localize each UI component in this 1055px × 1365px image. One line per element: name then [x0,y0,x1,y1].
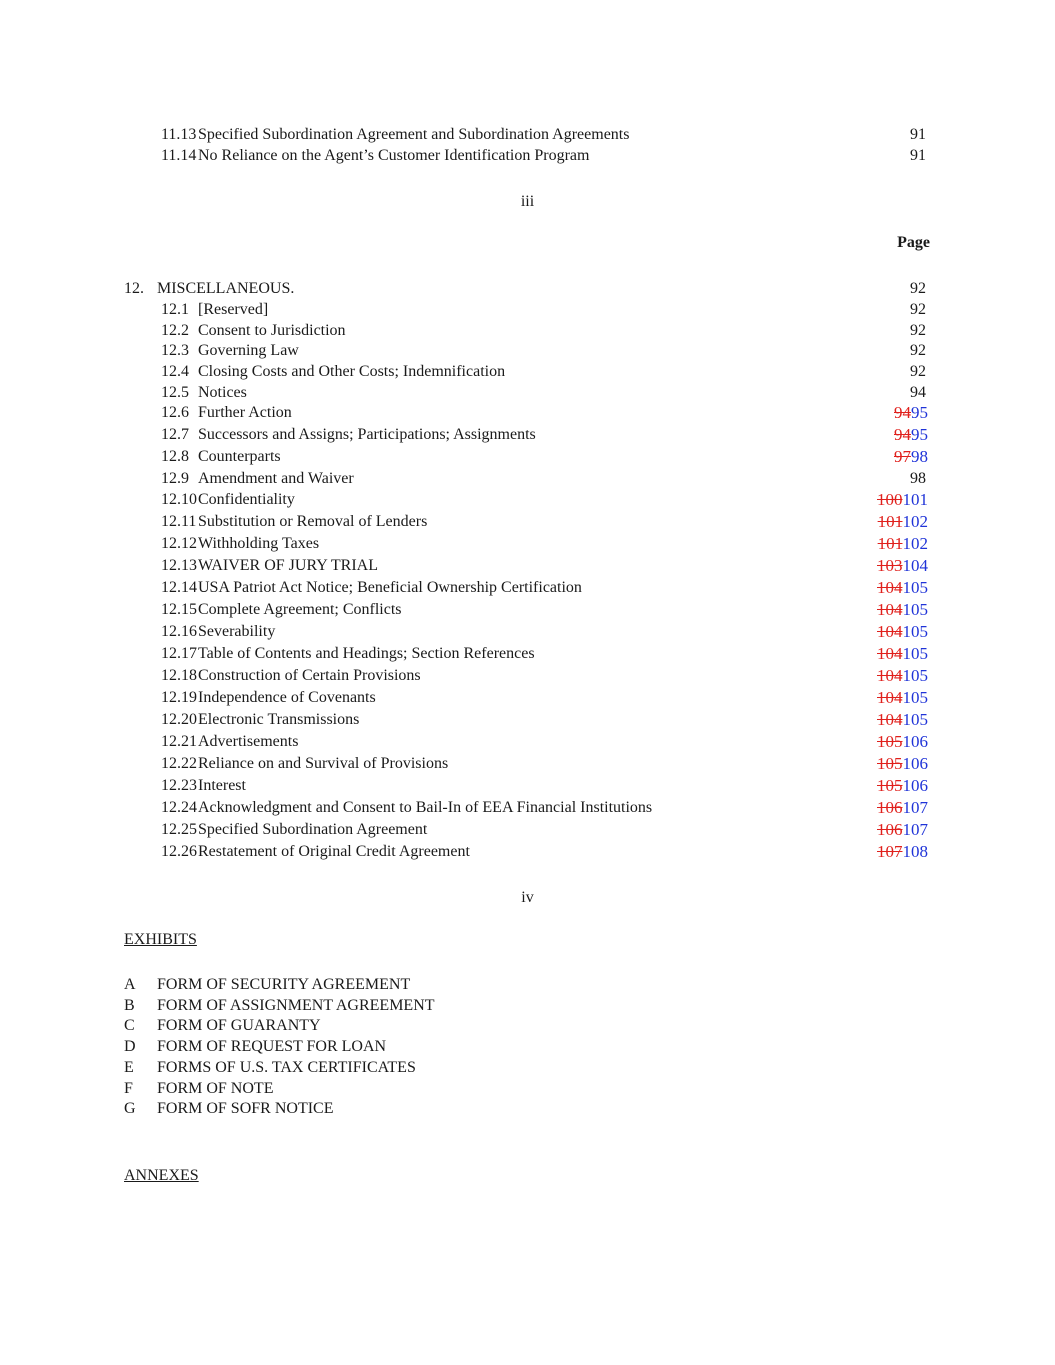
toc-entry-title: Specified Subordination Agreement and Subordination Agreements [198,126,630,143]
toc-entry-title: [Reserved] [198,301,269,318]
toc-entry-page [877,798,928,818]
exhibits-heading: EXHIBITS [124,931,197,948]
toc-entry-page [877,842,928,862]
toc-entry-number: 12.1 [161,301,189,318]
deleted-page-number: 104 [877,644,903,663]
exhibit-title: FORM OF GUARANTY [157,1017,321,1035]
exhibit-letter: F [124,1079,133,1097]
toc-entry-title: Interest [198,777,246,794]
deleted-page-number: 104 [877,578,903,597]
exhibit-letter: A [124,976,136,993]
page-number-iii: iii [520,193,535,210]
toc-entry-number: 12.15 [161,601,197,618]
toc-entry-page: 92 [910,342,926,359]
toc-entry-title: Substitution or Removal of Lenders [198,513,428,530]
deleted-page-number: 104 [877,688,903,707]
toc-entry-number: 12.11 [161,513,197,530]
toc-entry-number: 12.24 [161,799,197,816]
toc-entry-page [877,732,928,752]
toc-entry-number: 12.8 [161,448,189,465]
inserted-page-number: 104 [902,556,928,575]
toc-entry-title: Further Action [198,404,292,421]
inserted-page-number: 102 [902,512,928,531]
deleted-page-number: 105 [877,732,903,751]
inserted-page-number: 95 [911,403,928,422]
inserted-page-number: 106 [902,754,928,773]
toc-entry-title: Advertisements [198,733,299,750]
deleted-page-number: 106 [877,820,903,839]
inserted-page-number: 107 [902,798,928,817]
exhibit-title: FORM OF REQUEST FOR LOAN [157,1038,387,1056]
deleted-page-number: 104 [877,622,903,641]
toc-entry-title: WAIVER OF JURY TRIAL [198,557,379,574]
toc-entry-page: 94 [910,384,926,401]
toc-entry-title: Withholding Taxes [198,535,320,552]
toc-entry-page: 98 [910,470,926,487]
toc-entry-page [877,666,928,686]
exhibit-title: FORM OF SECURITY AGREEMENT [157,976,411,993]
toc-entry-title: Closing Costs and Other Costs; Indemnification [198,363,506,380]
exhibit-letter: D [124,1038,136,1056]
inserted-page-number: 106 [902,776,928,795]
toc-entry-title: Specified Subordination Agreement [198,821,428,838]
inserted-page-number: 105 [902,600,928,619]
toc-entry-page [878,534,928,554]
toc-entry-page [877,490,928,510]
toc-entry-page [877,578,928,598]
toc-entry-page: 92 [910,322,926,339]
deleted-page-number: 94 [894,403,911,422]
deleted-page-number: 104 [877,666,903,685]
toc-entry-number: 12.10 [161,491,197,508]
toc-entry-number: 12.7 [161,426,189,443]
toc-entry-number: 12.22 [161,755,197,772]
toc-entry-title: USA Patriot Act Notice; Beneficial Ownership Certification [198,579,582,596]
inserted-page-number: 105 [902,710,928,729]
toc-entry-number: 12.13 [161,557,197,574]
exhibit-title: FORM OF SOFR NOTICE [157,1100,334,1118]
toc-entry-number: 12.12 [161,535,197,552]
inserted-page-number: 105 [902,666,928,685]
toc-entry-page [894,403,928,423]
deleted-page-number: 105 [877,754,903,773]
deleted-page-number: 107 [877,842,903,861]
deleted-page-number: 104 [877,600,903,619]
toc-section-page: 92 [910,280,926,297]
toc-entry-page [877,600,928,620]
deleted-page-number: 104 [877,710,903,729]
toc-entry-title: Amendment and Waiver [198,470,354,487]
inserted-page-number: 105 [902,688,928,707]
toc-entry-page: 91 [910,147,926,164]
toc-entry-title: Confidentiality [198,491,295,508]
toc-entry-title: Complete Agreement; Conflicts [198,601,402,618]
toc-entry-number: 12.5 [161,384,189,401]
deleted-page-number: 103 [877,556,903,575]
inserted-page-number: 98 [911,447,928,466]
inserted-page-number: 108 [902,842,928,861]
toc-entry-page [877,754,928,774]
toc-entry-title: Electronic Transmissions [198,711,360,728]
toc-entry-number: 12.18 [161,667,197,684]
inserted-page-number: 105 [902,622,928,641]
toc-entry-number: 12.21 [161,733,197,750]
exhibit-letter: E [124,1058,134,1076]
toc-entry-page [877,556,928,576]
toc-entry-title: Consent to Jurisdiction [198,322,346,339]
toc-entry-number: 12.26 [161,843,197,860]
toc-entry-title: Independence of Covenants [198,689,376,706]
inserted-page-number: 105 [902,578,928,597]
toc-entry-number: 12.20 [161,711,197,728]
exhibit-letter: B [124,996,135,1014]
deleted-page-number: 101 [877,512,903,531]
toc-entry-title: Governing Law [198,342,299,359]
deleted-page-number: 101 [877,534,903,553]
exhibit-letter: G [124,1100,136,1118]
deleted-page-number: 94 [894,425,911,444]
inserted-page-number: 107 [902,820,928,839]
deleted-page-number: 105 [877,776,903,795]
toc-entry-page [877,776,928,796]
toc-entry-title: No Reliance on the Agent’s Customer Identification Program [198,147,590,164]
toc-entry-page [877,710,928,730]
toc-entry-title: Acknowledgment and Consent to Bail-In of EEA Financial Institutions [198,799,653,816]
page-column-header: Page [897,234,930,251]
exhibit-title: FORMS OF U.S. TAX CERTIFICATES [157,1058,416,1076]
deleted-page-number: 97 [894,447,911,466]
inserted-page-number: 105 [902,644,928,663]
toc-entry-page [877,688,928,708]
deleted-page-number: 106 [877,798,903,817]
toc-entry-title: Table of Contents and Headings; Section References [198,645,535,662]
toc-entry-page [877,622,928,642]
inserted-page-number: 106 [902,732,928,751]
toc-entry-number: 12.6 [161,404,189,421]
toc-entry-number: 12.14 [161,579,197,596]
inserted-page-number: 101 [902,490,928,509]
toc-entry-number: 12.2 [161,322,189,339]
toc-entry-number: 12.4 [161,363,189,380]
toc-entry-page [877,820,928,840]
exhibit-title: FORM OF ASSIGNMENT AGREEMENT [157,996,435,1014]
toc-entry-number: 12.17 [161,645,197,662]
toc-entry-number: 12.3 [161,342,189,359]
toc-entry-title: Successors and Assigns; Participations; Assignments [198,426,536,443]
toc-entry-number: 12.19 [161,689,197,706]
toc-entry-page: 92 [910,363,926,380]
toc-entry-number: 12.9 [161,470,189,487]
toc-entry-page: 91 [910,126,926,143]
toc-entry-number: 12.25 [161,821,197,838]
toc-entry-number: 12.16 [161,623,197,640]
inserted-page-number: 102 [902,534,928,553]
toc-entry-page [878,512,928,532]
toc-entry-page [894,425,928,445]
page-number-iv: iv [521,889,534,906]
toc-entry-page: 92 [910,301,926,318]
toc-entry-page [894,447,928,467]
toc-section-number: 12. [124,280,144,297]
toc-entry-title: Counterparts [198,448,281,465]
annexes-heading: ANNEXES [124,1167,199,1184]
toc-entry-title: Reliance on and Survival of Provisions [198,755,449,772]
toc-entry-title: Severability [198,623,276,640]
toc-entry-title: Notices [198,384,247,401]
toc-entry-number: 11.14 [161,147,197,164]
toc-entry-number: 11.13 [161,126,197,143]
toc-entry-title: Restatement of Original Credit Agreement [198,843,470,860]
exhibit-title: FORM OF NOTE [157,1079,274,1097]
exhibit-letter: C [124,1017,135,1035]
inserted-page-number: 95 [911,425,928,444]
toc-entry-page [877,644,928,664]
toc-section-title: MISCELLANEOUS. [157,280,295,297]
toc-entry-number: 12.23 [161,777,197,794]
deleted-page-number: 100 [877,490,903,509]
toc-entry-title: Construction of Certain Provisions [198,667,421,684]
